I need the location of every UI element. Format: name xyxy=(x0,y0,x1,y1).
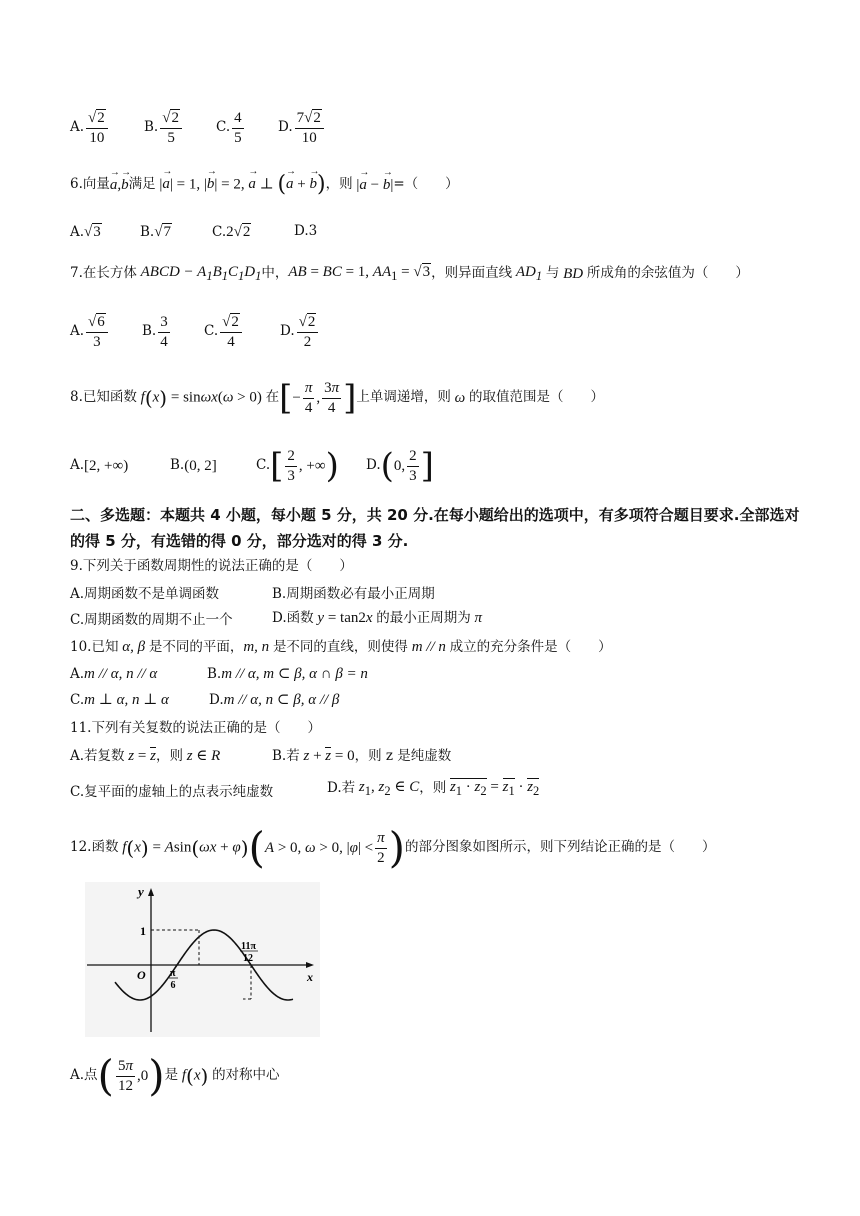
one-label: 1 xyxy=(140,924,146,938)
q11-option-a: A.若复数 z = z ，则 z ∈ R xyxy=(70,747,221,764)
section-heading: 二、多选题：本题共 4 小题，每小题 5 分，共 20 分.在每小题给出的选项中，有多项符合题目要求.全部选对的得 5 分，有选错的得 0 分，部分选对的得 3 分. xyxy=(70,506,800,551)
q9-option-d: D.函数 y = tan2x 的最小正周期为 π xyxy=(272,609,483,626)
q8-options xyxy=(70,442,434,490)
q8-option-b: B. (0, 2] xyxy=(170,457,217,474)
tick-11pi-over-12-num: 11π xyxy=(241,941,256,952)
q5-option-d: D. $\frac{7√2}{10}$ xyxy=(278,110,326,146)
q5-options xyxy=(70,108,326,148)
q8-option-d: D. ( 0, $\frac{2}{3}$ ] xyxy=(366,446,434,486)
q6-option-c: C.2√2 xyxy=(212,223,251,240)
q6-option-a: A.√3 xyxy=(70,223,101,240)
q12-graph xyxy=(85,882,320,1037)
x-label: x xyxy=(307,970,313,984)
q5-option-b: B. $\frac{√2}{5}$ xyxy=(144,110,216,146)
q9-option-b: B.周期函数必有最小正周期 xyxy=(272,586,435,602)
q7-option-d: D. $\frac{√2}{2}$ xyxy=(280,314,320,350)
q6-options xyxy=(70,222,317,242)
q5-option-a: A. $\frac{√2}{10}$ xyxy=(70,110,144,146)
q6-stem: 6.向量 → a,→ b 满足 |→ a| = 1, |→ b| = 2, → a ⊥ (→ a + → b) ，则 |→ a − → b| =（ ） xyxy=(70,172,459,198)
y-label: y xyxy=(138,884,144,899)
q11-option-c: C.复平面的虚轴上的点表示纯虚数 xyxy=(70,784,274,800)
q11-option-d: D.若 $z_1$, $z_2$ ∈ C ，则 $z_1 \cdot z_2 = z_1 \cdot z_2$ xyxy=(327,779,540,798)
q7-stem: 7.在长方体 ABCD − $A_1B_1C_1D_1$ 中， AB = BC = 1, $AA_1 = √3$ ，则异面直线 $AD_1$ 与 BD 所成角的余弦值为（ ） xyxy=(70,264,749,284)
q11-stem: 11.下列有关复数的说法正确的是（ ） xyxy=(70,720,321,736)
q10-option-a: A.m // α, n // α xyxy=(70,666,158,682)
q9-stem: 9.下列关于函数周期性的说法正确的是（ ） xyxy=(70,558,353,574)
q9-option-a: A.周期函数不是单调函数 xyxy=(70,586,220,602)
q7-option-a: A. $\frac{√6}{3}$ xyxy=(70,314,142,350)
tick-11pi-over-12-den: 12 xyxy=(243,953,253,964)
q6-option-b: B.√7 xyxy=(140,223,171,240)
q9-option-c: C.周期函数的周期不止一个 xyxy=(70,612,233,628)
q11-option-b: B.若 z + z = 0 ，则 z 是纯虚数 xyxy=(272,747,452,764)
q10-option-c: C.m ⊥ α, n ⊥ α xyxy=(70,692,169,708)
q12-option-a: A.点 ( $\frac{5\pi}{12}$ ,0 ) 是 f(x) 的对称中心 xyxy=(70,1051,280,1100)
q12-stem: 12.函数 f(x) = Asin(ωx + φ) ( A > 0, ω > 0, |φ| < $\frac{\pi}{2}$ ) 的部分图象如图所示，则下列结论正确的是（ ） xyxy=(70,823,716,872)
tick-pi-over-6-den: 6 xyxy=(170,980,176,991)
q7-option-b: B. $\frac{3}{4}$ xyxy=(142,314,168,350)
q5-option-c: C. $\frac{4}{5}$ xyxy=(216,110,242,146)
q7-option-c: C. $\frac{√2}{4}$ xyxy=(204,314,280,350)
q10-option-b: B.m // α, m ⊂ β, α ∩ β = n xyxy=(207,666,368,682)
q8-option-c: C. [ $\frac{2}{3}$ , +∞ ) xyxy=(256,446,339,486)
q10-stem: 10.已知 α, β 是不同的平面， m, n 是不同的直线，则使得 m // n 成立的充分条件是（ ） xyxy=(70,638,612,655)
q10-option-d: D.m // α, n ⊂ β, α // β xyxy=(209,692,340,708)
tick-pi-over-6-num: π xyxy=(170,968,176,979)
q8-option-a: A. [2, +∞) xyxy=(70,457,129,474)
origin-label: O xyxy=(137,968,146,982)
q7-options xyxy=(70,312,320,352)
q6-option-d: D.3 xyxy=(294,223,318,240)
q8-stem: 8.已知函数 f(x) = sinωx(ω > 0) 在 [ − $\frac{\pi}{4}$ , $\frac{3\pi}{4}$ ] 上单调递增，则 ω 的取值范围是（ ） xyxy=(70,378,605,418)
